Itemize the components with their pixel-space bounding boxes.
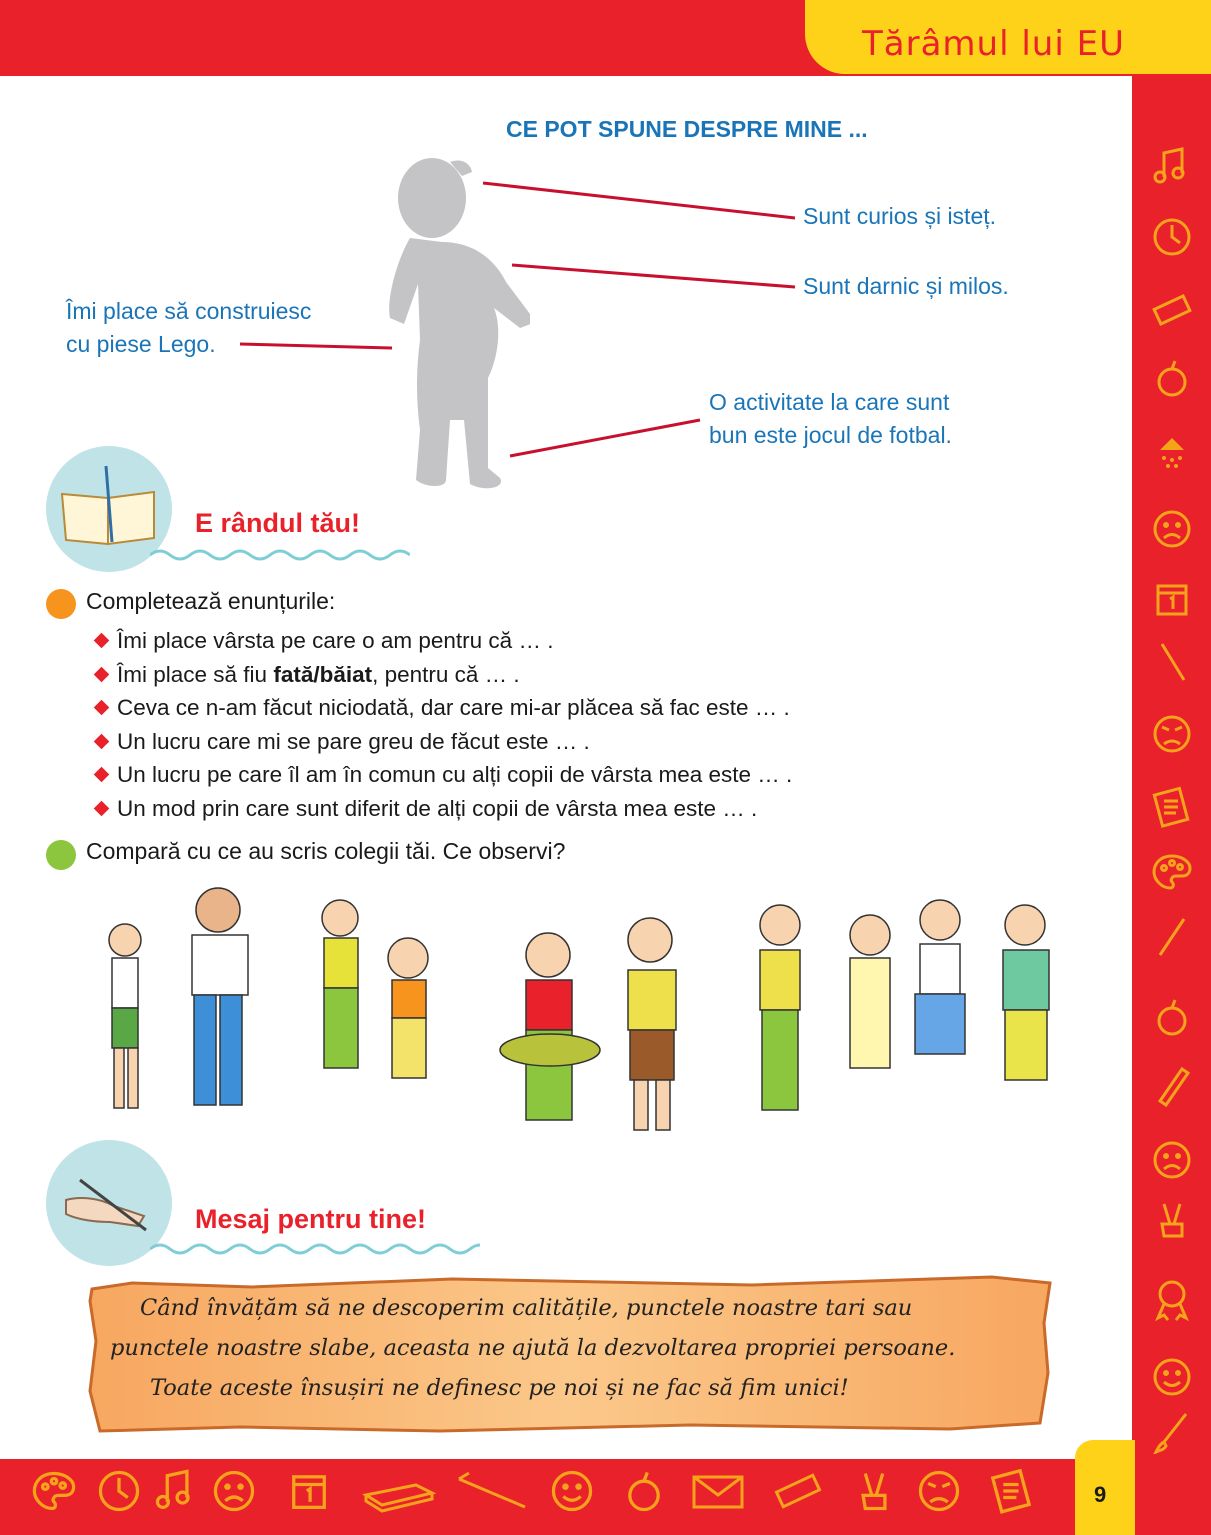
diamond-bullet-icon: [94, 700, 110, 716]
diamond-bullet-icon: [94, 666, 110, 682]
compare-instruction: Compară cu ce au scris colegii tăi. Ce observi?: [86, 838, 566, 864]
list-item: Îmi place vârsta pe care o am pentru că … .: [92, 624, 792, 658]
palette-icon: [30, 1467, 78, 1515]
smiley-icon: [548, 1467, 596, 1515]
chapter-title: Tărâmul lui EU: [862, 24, 1125, 64]
label-generous: Sunt darnic și milos.: [803, 273, 1009, 299]
sad-face-icon: [1150, 1138, 1194, 1182]
medal-icon: [1150, 1278, 1194, 1322]
list-item: Îmi place să fiu fată/băiat, pentru că … .: [92, 658, 792, 692]
message-line: Toate aceste însușiri ne definesc pe noi și ne fac să fim unici!: [150, 1375, 849, 1401]
diamond-bullet-icon: [94, 800, 110, 816]
message-title: Mesaj pentru tine!: [195, 1204, 427, 1234]
calendar-icon: [1150, 577, 1194, 621]
profile-heading: CE POT SPUNE DESPRE MINE ...: [506, 116, 868, 142]
toothbrush-icon: [455, 1467, 530, 1515]
diamond-bullet-icon: [94, 633, 110, 649]
notepad-icon: [988, 1467, 1036, 1515]
diamond-bullet-icon: [94, 767, 110, 783]
clock-icon: [95, 1467, 143, 1515]
green-bullet-dot: [46, 840, 76, 870]
sentence-list: [92, 624, 792, 825]
list-item: Un lucru care mi se pare greu de făcut este … .: [92, 725, 792, 759]
message-line: Când învățăm să ne descoperim calitățile, punctele noastre tari sau: [140, 1295, 913, 1321]
notepad-icon: [1150, 785, 1194, 829]
label-activity-line2: bun este jocul de fotbal.: [709, 422, 952, 448]
toothbrush-icon: [1150, 640, 1194, 684]
book-icon: [360, 1467, 440, 1515]
message-line: punctele noastre slabe, aceasta ne ajută la dezvoltarea propriei persoane.: [110, 1335, 956, 1361]
wave-decoration: [150, 1240, 480, 1258]
apple-icon: [620, 1467, 668, 1515]
page-number: 9: [1094, 1482, 1107, 1507]
victory-hand-icon: [1150, 1198, 1194, 1242]
children-illustration: [100, 880, 1090, 1160]
angry-face-icon: [915, 1467, 963, 1515]
label-lego-line1: Îmi place să construiesc: [66, 298, 312, 324]
connector-lines: [0, 0, 1211, 520]
envelope-icon: [690, 1467, 746, 1515]
sad-face-icon: [210, 1467, 258, 1515]
apple-icon: [1150, 995, 1194, 1039]
message-text: [110, 1288, 1040, 1408]
diamond-bullet-icon: [94, 733, 110, 749]
calendar-icon: [285, 1467, 333, 1515]
smiley-icon: [1150, 1355, 1194, 1399]
angry-face-icon: [1150, 712, 1194, 756]
label-curious: Sunt curios și isteț.: [803, 203, 997, 229]
pen-icon: [1150, 915, 1194, 959]
label-lego-line2: cu piese Lego.: [66, 331, 216, 357]
orange-bullet-dot: [46, 589, 76, 619]
gender-choice: fată/băiat: [273, 661, 373, 687]
list-item: Ceva ce n-am făcut niciodată, dar care mi-ar plăcea să fac este … .: [92, 691, 792, 725]
label-activity-line1: O activitate la care sunt: [709, 389, 950, 415]
pencil-icon: [1150, 1065, 1194, 1109]
complete-instruction: Completează enunțurile:: [86, 588, 336, 614]
list-item: Un lucru pe care îl am în comun cu alți copii de vârsta mea este … .: [92, 758, 792, 792]
ticket-icon: [770, 1467, 826, 1515]
wave-decoration: [150, 546, 410, 564]
palette-icon: [1150, 850, 1194, 894]
brush-icon: [1150, 1410, 1194, 1454]
list-item: Un mod prin care sunt diferit de alți copii de vârsta mea este … .: [92, 792, 792, 826]
victory-hand-icon: [850, 1467, 898, 1515]
music-note-icon: [152, 1467, 200, 1515]
your-turn-title: E rândul tău!: [195, 508, 361, 538]
